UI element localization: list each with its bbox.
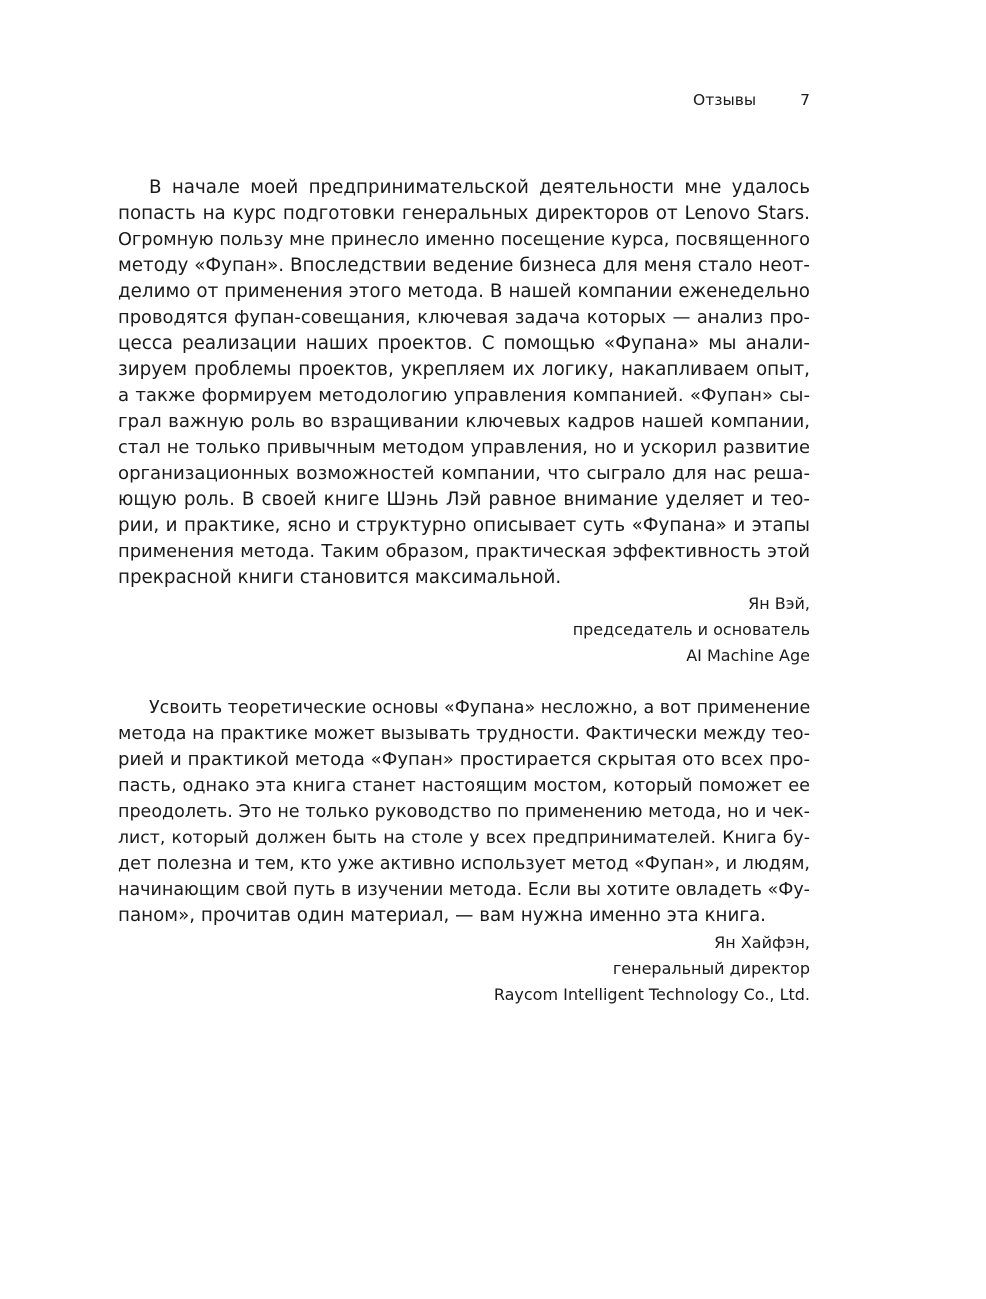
author-name: Ян Вэй, — [748, 594, 810, 613]
text-line: организационных возможностей компании, что сыграло для нас реша- — [118, 463, 810, 484]
text-line: преодолеть. Это не только руководство по применению метода, но и чек- — [118, 802, 810, 822]
text-line: прекрасной книги становится максимальной. — [118, 567, 562, 588]
review-2 — [118, 695, 810, 929]
review-1-signature — [118, 591, 810, 669]
text-line: пасть, однако эта книга станет настоящим мостом, который поможет ее — [118, 776, 810, 796]
author-company: Raycom Intelligent Technology Co., Ltd. — [493, 985, 810, 1004]
text-line: попасть на курс подготовки генеральных директоров от Lenovo Stars. — [118, 203, 810, 224]
text-line: паном», прочитав один материал, — вам нужна именно эта книга. — [118, 905, 766, 926]
text-line: зируем проблемы проектов, укрепляем их логику, накапливаем опыт, — [118, 359, 810, 380]
text-line: грал важную роль во взращивании ключевых кадров нашей компании, — [118, 411, 810, 432]
text-line: В начале моей предпринимательской деятельности мне удалось — [149, 177, 810, 198]
text-line: проводятся фупан-совещания, ключевая задача которых — анализ про- — [118, 307, 810, 328]
review-2-signature — [118, 930, 810, 1008]
text-line: а также формируем методологию управления компанией. «Фупан» сы- — [118, 385, 810, 406]
text-line: метода на практике может вызывать трудности. Фактически между тео- — [118, 724, 810, 744]
text-line: Огромную пользу мне принесло именно посещение курса, посвященного — [118, 230, 810, 250]
text-line: методу «Фупан». Впоследствии ведение бизнеса для меня стало неот- — [118, 255, 810, 276]
text-line: Усвоить теоретические основы «Фупана» несложно, а вот применение — [149, 698, 811, 718]
text-line: ющую роль. В своей книге Шэнь Лэй равное внимание уделяет и тео- — [118, 489, 810, 510]
text-line: лист, который должен быть на столе у всех предпринимателей. Книга бу- — [118, 828, 810, 848]
page-number: 7 — [800, 91, 810, 109]
text-line: делимо от применения этого метода. В нашей компании еженедельно — [118, 281, 810, 302]
author-name: Ян Хайфэн, — [714, 933, 810, 952]
text-line: дет полезна и тем, кто уже активно использует метод «Фупан», и людям, — [118, 854, 810, 874]
author-title: председатель и основатель — [572, 620, 810, 639]
running-header — [118, 91, 810, 109]
review-1 — [118, 175, 810, 591]
text-line: стал не только привычным методом управления, но и ускорил развитие — [118, 437, 810, 458]
text-line: применения метода. Таким образом, практическая эффективность этой — [118, 541, 810, 562]
review-text — [118, 175, 810, 591]
text-line: начинающим свой путь в изучении метода. Если вы хотите овладеть «Фу- — [118, 880, 810, 900]
review-text — [118, 695, 810, 929]
author-title: генеральный директор — [612, 959, 810, 978]
text-line: рией и практикой метода «Фупан» простирается скрытая ото всех про- — [118, 749, 810, 770]
text-line: рии, и практике, ясно и структурно описывает суть «Фупана» и этапы — [118, 515, 810, 536]
author-company: AI Machine Age — [686, 646, 810, 665]
text-line: цесса реализации наших проектов. С помощью «Фупана» мы анали- — [118, 333, 810, 354]
section-title: Отзывы — [693, 91, 757, 109]
